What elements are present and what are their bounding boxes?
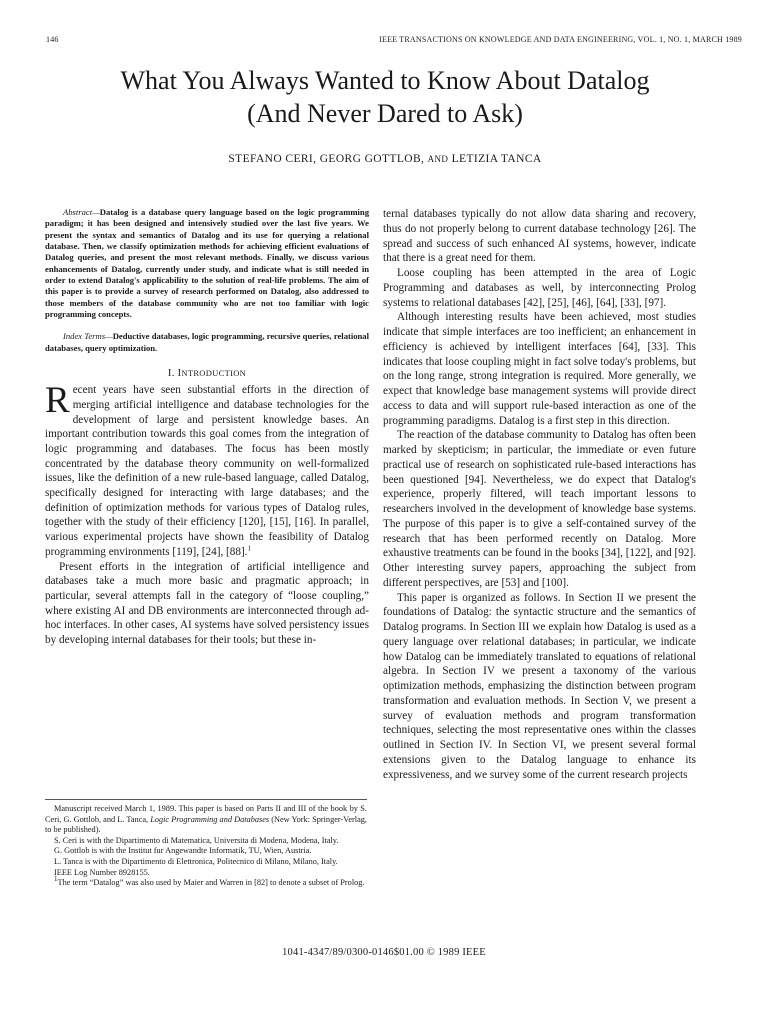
- index-terms-label: Index Terms—: [63, 331, 113, 342]
- footnote-gottlob: G. Gottlob is with the Institut fur Angewandte Informatik, TU, Wien, Austria.: [54, 846, 312, 856]
- paper-title: [40, 64, 730, 130]
- intro-paragraph-2: Present efforts in the integration of artificial intelligence and databases take a much more basic and pragmatic approach; in particular, several attempts fall in the category of “loose coupling,” where existing AI and DB environments are interconnected through ad-hoc interfaces. In other cases, AI systems have solved persistency issues by developing internal databases for their tools; but these in-: [45, 560, 369, 647]
- author-last: LETIZIA TANCA: [451, 153, 542, 165]
- title-line-2: (And Never Dared to Ask): [247, 99, 523, 128]
- drop-cap: R: [45, 380, 70, 422]
- section-heading: [45, 368, 369, 379]
- intro-paragraph-1: [45, 380, 369, 559]
- journal-citation: IEEE TRANSACTIONS ON KNOWLEDGE AND DATA ENGINEERING, VOL. 1, NO. 1, MARCH 1989: [379, 35, 742, 44]
- left-column: [45, 207, 369, 648]
- section-title-initial: I: [177, 368, 182, 380]
- right-paragraph-5: This paper is organized as follows. In Section II we present the foundations of Datalog: the syntactic structure and the semantics of Datalog programs. In Section III we explain how Datalog is used as a query language over relational databases; in particular, we indicate how Datalog can be immediately translated to equations of relational algebra. In Section IV we present a taxonomy of the various optimization methods, emphasizing the distinction between program transformation and evaluation methods. In Section V, we present a survey of evaluation methods and program transformation techniques, selecting the most representative ones within the classes outlined in Section IV. In Section VI, we present several formal extensions given to the Datalog language to enhance its expressiveness, and we survey some of the current research projects: [383, 591, 696, 781]
- right-paragraph-3: Although interesting results have been achieved, most studies indicate that simple interfaces are too inefficient; an enhancement in efficiency is achieved by intelligent interfaces [64], [33]. This indicates that loose coupling might in fact solve today's problems, but on the long range, strong integration is required. More generally, we expect that knowledge base management systems will provide direct access to data and will support rule-based interaction as one of the programming paradigms. Datalog is a first step in this direction.: [383, 311, 696, 427]
- footnote-manuscript: Manuscript received March 1, 1989. This paper is based on Parts II and III of the book by S. Ceri, G. Gottlob, and L. Tanca, Logic Programming and Databases (New York: Springer-Verlag, to be published).: [45, 804, 367, 835]
- footnote-datalog-term: $^1$The term “Datalog” was also used by Maier and Warren in [82] to denote a subset of Prolog.: [54, 875, 365, 888]
- section-title-rest: NTRODUCTION: [181, 368, 247, 379]
- index-terms-text: Deductive databases, logic programming, recursive queries, relational databases, query optimization.: [45, 331, 369, 353]
- copyright-footer: 1041-4347/89/0300-0146$01.00 © 1989 IEEE: [282, 947, 486, 958]
- author-list: [40, 153, 730, 165]
- title-line-1: What You Always Wanted to Know About Datalog: [120, 66, 650, 95]
- running-header: [46, 35, 742, 49]
- right-paragraph-2: Loose coupling has been attempted in the area of Logic Programming and databases as well, by interconnecting Prolog systems to relational databases [42], [25], [46], [64], [33], [97].: [383, 267, 696, 309]
- right-column: [383, 207, 696, 782]
- intro-p1-text: ecent years have seen substantial efforts in the direction of merging artificial intelligence and database technologies for the development of large and persistent knowledge bases. An important contribution towards this goal comes from the integration of logic programming and databases. The focus has been mostly concentrated by the database theory community on well-formalized issues, like the definition of a new rule-based language, called Datalog, specifically designed for interacting with large databases; and the definition of optimization methods for various types of Datalog rules, together with the study of their efficiency [120], [15], [16]. In parallel, various experimental projects have shown the feasibility of Datalog programming environments [119], [24], [88].: [45, 384, 369, 558]
- abstract-label: Abstract—: [63, 207, 100, 217]
- footnotes: [45, 799, 367, 889]
- index-terms: [45, 331, 369, 354]
- footnote-ceri: S. Ceri is with the Dipartimento di Matematica, Universita di Modena, Modena, Italy.: [54, 835, 339, 845]
- abstract-text: Datalog is a database query language based on the logic programming paradigm; it has been designed and intensively studied over the last five years. We present the syntax and semantics of Datalog and its use for querying a relational database. Then, we classify optimization methods for achieving efficient evaluations of Datalog queries, and present the most relevant methods. Finally, we discuss various enhancements of Datalog, currently under study, and indicate what is still needed in order to extend Datalog's applicability to the solution of real-life problems. The aim of this paper is to provide a survey of research performed on Datalog, also addressed to those members of the database community who are not too familiar with logic programming concepts.: [45, 207, 369, 320]
- right-paragraph-1: ternal databases typically do not allow data sharing and recovery, thus do not properly belong to current database technology [26]. The spread and success of such enhanced AI systems, however, indicate that there is a great need for them.: [383, 208, 696, 265]
- author-conjunction: AND: [427, 154, 449, 164]
- abstract: [45, 207, 369, 320]
- right-paragraph-4: The reaction of the database community to Datalog has often been marked by skepticism; in particular, the immediate or even future practical use of research on sophisticated rule-based interactions has been questioned [94]. Nevertheless, we do expect that Datalog's experience, properly filtered, will teach important lessons to researchers involved in the development of knowledge base systems. The purpose of this paper is to give a self-contained survey of the research that has been performed recently on Datalog. More exhaustive treatments can be found in the books [34], [122], and [92]. Other interesting survey papers, approaching the subject from different perspectives, are [53] and [100].: [383, 429, 696, 589]
- footnote-tanca: L. Tanca is with the Dipartimento di Elettronica, Politecnico di Milano, Milano, Italy.: [54, 856, 338, 866]
- footnote-marker: 1: [247, 544, 251, 553]
- footnote-log-number: IEEE Log Number 8928155.: [54, 867, 150, 877]
- page-number: 146: [46, 35, 59, 44]
- author-names: STEFANO CERI, GEORG GOTTLOB,: [228, 153, 425, 165]
- section-number: I.: [167, 368, 175, 380]
